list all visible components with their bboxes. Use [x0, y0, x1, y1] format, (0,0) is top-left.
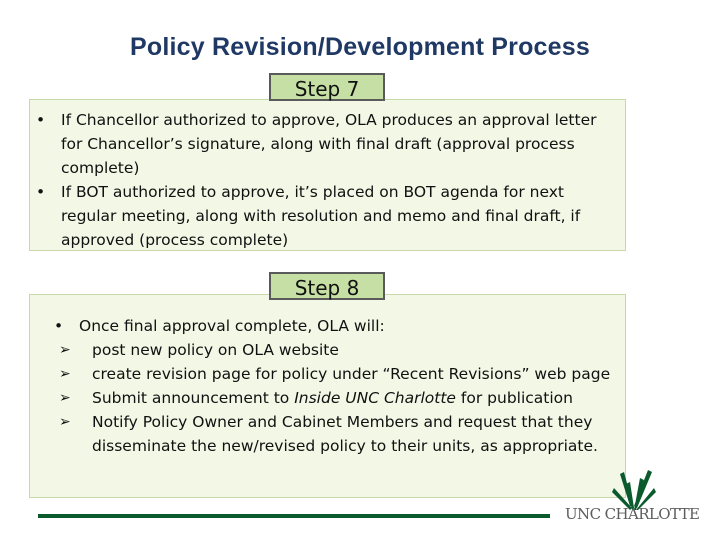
step-8-label: Step 8 — [269, 272, 385, 300]
list-item: ➢ Submit announcement to Inside UNC Charlotte for publication — [30, 386, 619, 410]
bullet-icon: • — [36, 183, 46, 201]
step-7-box — [29, 99, 626, 251]
logo-text: UNC CHARLOTTE — [565, 505, 700, 523]
arrow-bullet-icon: ➢ — [59, 414, 71, 430]
arrow-bullet-icon: ➢ — [59, 366, 71, 382]
publication-name: Inside UNC Charlotte — [294, 389, 456, 407]
step-8-list — [30, 314, 619, 458]
page-title: Policy Revision/Development Process — [130, 33, 590, 61]
arrow-bullet-icon: ➢ — [59, 342, 71, 358]
list-item: • If BOT authorized to approve, it’s placed on BOT agenda for next regular meeting, along with resolution and memo and final draft, if approved (process complete) — [30, 180, 617, 252]
step-7-bullet-list — [30, 108, 617, 252]
list-item: • If Chancellor authorized to approve, OLA produces an approval letter for Chancellor’s signature, along with final draft (approval process complete) — [30, 108, 617, 180]
step-8-box — [29, 294, 626, 498]
list-item: ➢ create revision page for policy under “Recent Revisions” web page — [30, 362, 619, 386]
bullet-icon: • — [54, 317, 64, 335]
list-item: • Once final approval complete, OLA will: — [30, 314, 619, 338]
step-7-label: Step 7 — [269, 73, 385, 101]
arrow-bullet-icon: ➢ — [59, 390, 71, 406]
footer-divider — [38, 514, 550, 518]
bullet-icon: • — [36, 111, 46, 129]
list-item: ➢ post new policy on OLA website — [30, 338, 619, 362]
list-item: ➢ Notify Policy Owner and Cabinet Members and request that they disseminate the new/revised policy to their units, as appropriate. — [30, 410, 619, 458]
